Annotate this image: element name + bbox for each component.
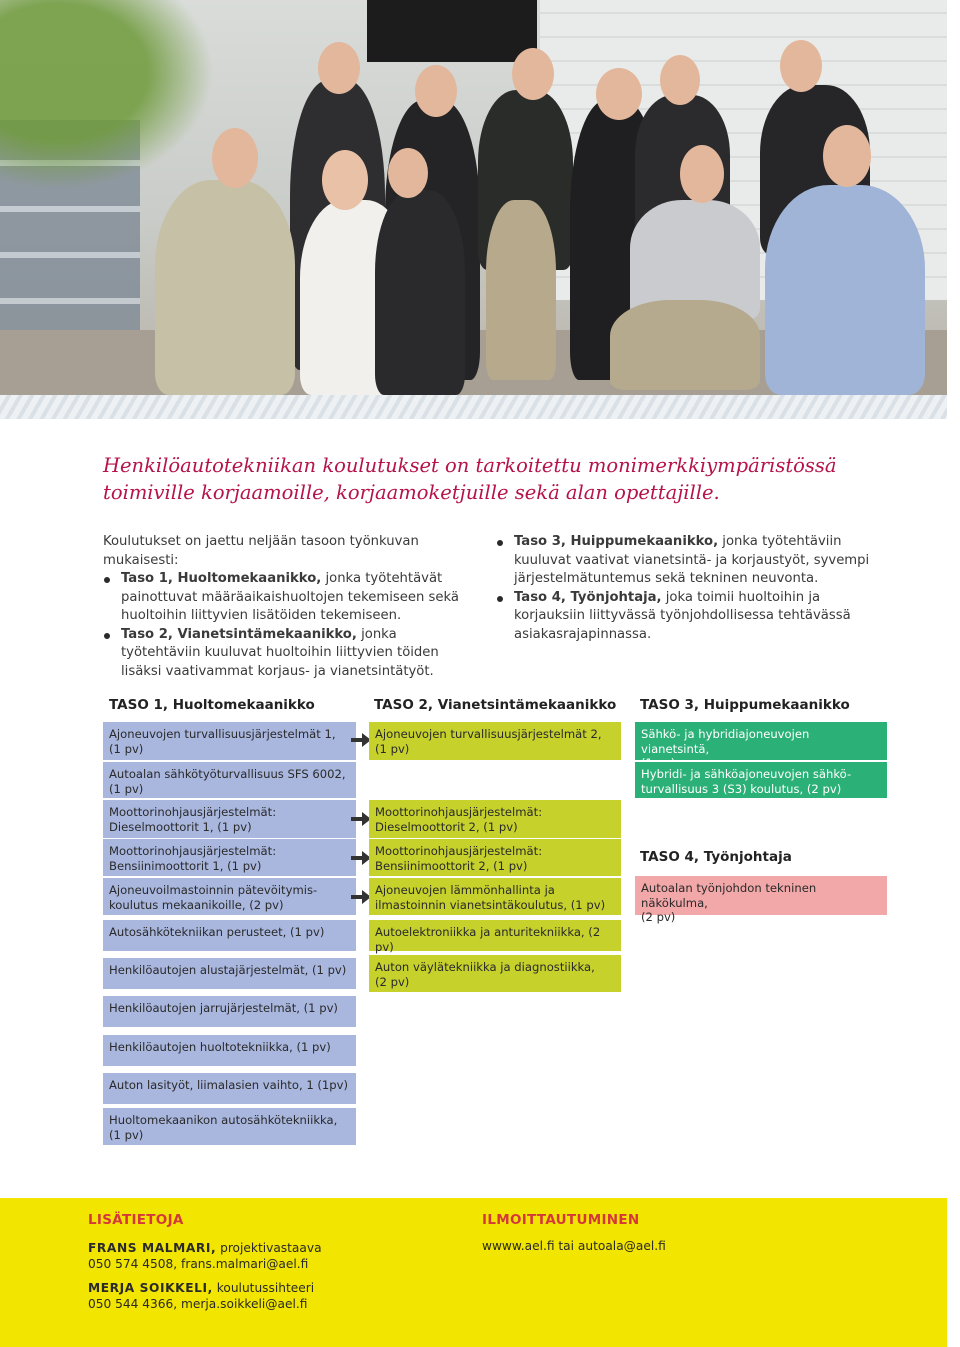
level-description: jonka työtehtäviin kuuluvat huoltoihin liittyvien töiden lisäksi vaativammat korjaus- ja vianetsintätyöt.	[121, 626, 439, 679]
photo-person-head	[780, 40, 822, 92]
photo-person-head	[212, 128, 258, 188]
photo-person-head	[512, 48, 554, 100]
course-box-taso1: Moottorinohjausjärjestelmät: Dieselmoottorit 1, (1 pv)	[103, 800, 356, 838]
photo-person-head	[660, 55, 700, 105]
photo-person-head	[680, 145, 724, 203]
contact-footer	[0, 1198, 947, 1347]
course-box-taso1: Henkilöautojen alustajärjestelmät, (1 pv)	[103, 958, 356, 989]
contact-name: FRANS MALMARI,	[88, 1241, 217, 1255]
photo-person-trousers	[486, 200, 556, 380]
course-box-taso2: Moottorinohjausjärjestelmät: Dieselmoottorit 2, (1 pv)	[369, 800, 621, 838]
photo-person-head	[322, 150, 368, 210]
course-box-taso2: Moottorinohjausjärjestelmät: Bensiinimoottorit 2, (1 pv)	[369, 839, 621, 876]
course-box-taso2: Ajoneuvojen turvallisuusjärjestelmät 2, (1 pv)	[369, 722, 621, 760]
level-name: Taso 4, Työnjohtaja,	[514, 589, 662, 605]
arrow-right-icon	[351, 850, 371, 866]
level-name: Taso 3, Huippumekaanikko,	[514, 534, 719, 549]
level-description: jonka työtehtävät painottuvat määräaikaishuoltojen tekemiseen sekä huoltoihin liittyvien lisätöiden tekemiseen.	[121, 571, 459, 623]
course-box-taso1: Autoalan sähkötyöturvallisuus SFS 6002, (1 pv)	[103, 762, 356, 798]
level-name: Taso 1, Huoltomekaanikko,	[121, 571, 322, 586]
photo-person-trousers	[610, 300, 760, 390]
course-box-taso2: Autoelektroniikka ja anturitekniikka, (2 pv)	[369, 920, 621, 951]
level-list-item	[103, 626, 473, 682]
intro-lead: Koulutukset on jaettu neljään tasoon työnkuvan mukaisesti:	[103, 534, 419, 568]
course-box-taso1: Henkilöautojen jarrujärjestelmät, (1 pv)	[103, 996, 356, 1027]
arrow-right-icon	[351, 889, 371, 905]
photo-person-head	[596, 68, 642, 120]
contact-name: MERJA SOIKKELI,	[88, 1281, 213, 1295]
level-list-item	[496, 589, 876, 645]
level-list-left	[103, 570, 473, 681]
taso1-column-header: TASO 1, Huoltomekaanikko	[109, 697, 315, 713]
level-description: joka toimii huoltoihin ja korjauksiin liittyvässä työnjohdollisessa tehtävässä asiakasrajapinnassa.	[514, 589, 851, 642]
contact-role: projektivastaava	[216, 1241, 322, 1255]
contact-details: 050 574 4508, frans.malmari@ael.fi	[88, 1257, 309, 1271]
taso3-column-header: TASO 3, Huippumekaanikko	[640, 697, 850, 713]
intro-right-column	[496, 533, 876, 644]
level-list-item	[496, 533, 876, 589]
heading-line-2: toimiville korjaamoille, korjaamoketjuille sekä alan opettajille.	[103, 481, 720, 504]
photo-person-head	[823, 125, 871, 187]
decorative-stripe	[0, 395, 947, 419]
level-name: Taso 2, Vianetsintämekaanikko,	[121, 626, 357, 642]
course-box-taso2: Ajoneuvojen lämmönhallinta ja ilmastoinnin vianetsintäkoulutus, (1 pv)	[369, 878, 621, 915]
course-box-taso3: Sähkö- ja hybridiajoneuvojen vianetsintä,	[635, 722, 887, 760]
course-box-taso1: Autosähkötekniikan perusteet, (1 pv)	[103, 920, 356, 951]
photo-person	[375, 190, 465, 395]
photo-person-head	[415, 65, 457, 117]
page-heading	[103, 452, 863, 506]
contact-role: koulutussihteeri	[212, 1281, 315, 1295]
course-box-taso1: Ajoneuvojen turvallisuusjärjestelmät 1, (1 pv)	[103, 722, 356, 760]
level-description: jonka työtehtäviin kuuluvat vaativat vianetsintä- ja korjaustyöt, syvempi järjestelmätuntemus sekä tekninen neuvonta.	[514, 534, 870, 586]
heading-line-1: Henkilöautotekniikan koulutukset on tarkoitettu monimerkkiympäristössä	[103, 454, 837, 477]
photo-tv	[367, 0, 537, 62]
course-box-taso1: Ajoneuvoilmastoinnin pätevöitymis- koulutus mekaanikoille, (2 pv)	[103, 878, 356, 915]
course-box-taso1: Auton lasityöt, liimalasien vaihto, 1 (1pv)	[103, 1073, 356, 1104]
photo-person-head	[318, 42, 360, 94]
page-edge	[947, 0, 960, 1347]
intro-left-column	[103, 533, 473, 681]
course-box-taso4: Autoalan työnjohdon tekninen näkökulma, (2 pv)	[635, 876, 887, 915]
photo-person-head	[388, 148, 428, 198]
course-box-taso2: Auton väylätekniikka ja diagnostiikka, (2 pv)	[369, 955, 621, 992]
photo-plant	[0, 0, 240, 210]
lisatietoja-heading: LISÄTIETOJA	[88, 1212, 184, 1228]
course-box-taso1: Henkilöautojen huoltotekniikka, (1 pv)	[103, 1035, 356, 1066]
arrow-right-icon	[351, 811, 371, 827]
contact-details: 050 544 4366, merja.soikkeli@ael.fi	[88, 1297, 308, 1311]
level-list-item	[103, 570, 473, 626]
contact-frans	[88, 1240, 322, 1272]
taso2-column-header: TASO 2, Vianetsintämekaanikko	[374, 697, 617, 713]
course-box-taso3: Hybridi- ja sähköajoneuvojen sähkö- turvallisuus 3 (S3) koulutus, (2 pv)	[635, 762, 887, 798]
group-photo	[0, 0, 947, 395]
course-box-taso1: Moottorinohjausjärjestelmät: Bensiinimoottorit 1, (1 pv)	[103, 839, 356, 876]
photo-person	[765, 185, 925, 395]
ilmoittautuminen-heading: ILMOITTAUTUMINEN	[482, 1212, 640, 1228]
level-list-right	[496, 533, 876, 644]
arrow-right-icon	[351, 732, 371, 748]
registration-link[interactable]: wwww.ael.fi tai autoala@ael.fi	[482, 1239, 666, 1253]
photo-person	[155, 180, 295, 395]
course-box-taso1: Huoltomekaanikon autosähkötekniikka, (1 pv)	[103, 1108, 356, 1145]
contact-merja	[88, 1280, 314, 1312]
taso4-column-header: TASO 4, Työnjohtaja	[640, 849, 792, 865]
